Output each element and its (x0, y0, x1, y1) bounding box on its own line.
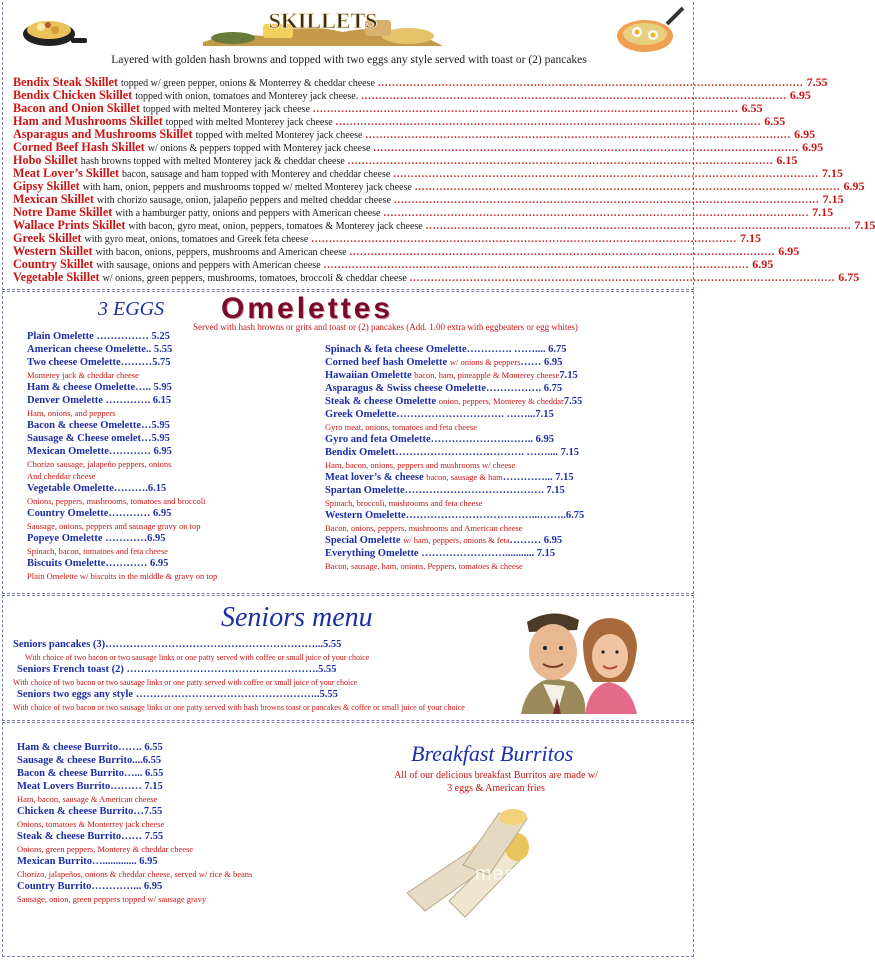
omelette-item-desc: Chorizo sausage, jalapeño peppers, onions (27, 459, 172, 469)
omelette-item-line: Western Omelette………………………………...……..6.75 (325, 510, 585, 521)
omelette-item (325, 484, 584, 497)
skillet-item-price: 7.15 (822, 192, 844, 206)
skillet-item-price: 6.95 (802, 140, 824, 154)
omelette-item-line: Vegetable Omelette……….6.15 (27, 483, 167, 494)
omelette-item-inline-desc: w/ onions & peppers (449, 357, 521, 367)
skillet-item (13, 270, 860, 284)
omelette-item (27, 394, 217, 407)
skillet-item-leader: ........................................................................................................................ (409, 273, 836, 284)
skillet-item-name: Bendix Steak Skillet (13, 75, 118, 89)
omelette-item (325, 395, 584, 408)
omelette-item-desc: Plain Omelette w/ biscuits in the middle & gravy on top (27, 571, 218, 581)
omelette-item-line: Greek Omelette…………………………. ……...7.15 (325, 409, 554, 420)
omelette-item-line: Bacon & cheese Omelette…5.95 (27, 420, 170, 431)
omelette-item (325, 446, 584, 459)
three-eggs-label: 3 EGGS (98, 298, 165, 320)
seniors-section (2, 595, 694, 721)
skillet-item-name: Mexican Skillet (13, 192, 94, 206)
skillet-item (13, 257, 774, 271)
omelette-item-line: Gyro and feta Omelette………………….…….. 6.95 (325, 434, 555, 445)
burritos-title: Breakfast Burritos (411, 741, 574, 766)
omelette-item-desc: Gyro meat, onions, tomatoes and feta cheese (325, 422, 478, 432)
skillet-dish-image (611, 4, 686, 56)
skillet-item-name: Corned Beef Hash Skillet (13, 140, 145, 154)
omelette-item-line: Asparagus & Swiss cheese Omelette……………. 6.75 (325, 383, 563, 394)
skillet-item-price: 6.55 (764, 114, 786, 128)
skillet-item-name: Asparagus and Mushrooms Skillet (13, 127, 193, 141)
skillet-item-name: Meat Lover’s Skillet (13, 166, 120, 180)
omelette-item (325, 369, 584, 382)
skillet-item-price: 7.15 (812, 205, 834, 219)
skillet-item-price: 6.95 (843, 179, 865, 193)
skillets-logo (193, 2, 453, 48)
omelette-item-line: Hawaiian Omelette (325, 370, 412, 381)
burritos-section (2, 722, 694, 957)
burrito-item: Steak & cheese Burrito…… 7.55 (17, 831, 164, 842)
omelette-item (325, 433, 584, 446)
skillet-item-price: 6.95 (789, 88, 811, 102)
burrito-item: Country Burrito…………... 6.95 (17, 881, 163, 892)
skillet-pan-image (13, 6, 88, 48)
skillet-item-name: Wallace Prints Skillet (13, 218, 126, 232)
omelette-item-line: Ham & cheese Omelette….. 5.95 (27, 382, 172, 393)
skillets-subtitle: Layered with golden hash browns and topped with two eggs any style served with toast or (2) pancakes (111, 54, 587, 66)
seniors-list (13, 638, 465, 713)
omelette-item-price: ……… 6.95 (509, 535, 563, 546)
omelette-item (27, 343, 217, 356)
omelette-item-line: Denver Omelette …………. 6.15 (27, 395, 172, 406)
skillet-item-desc: with sausage, onions and peppers with American cheese (96, 260, 321, 271)
skillet-item-name: Bacon and Onion Skillet (13, 101, 140, 115)
skillet-item-leader: ........................................................................................................................ (311, 234, 737, 245)
omelette-item-desc: Bacon, sausage, ham, onions, Peppers, tomatoes & cheese (325, 561, 523, 571)
skillet-item-leader: ........................................................................................................................ (323, 260, 750, 271)
omelette-item-desc: Ham, onions, and peppers (27, 408, 116, 418)
omelette-item-line: Country Omelette………… 6.95 (27, 508, 172, 519)
omelette-item (27, 381, 217, 394)
omelette-item-line: Spinach & feta cheese Omelette…………. …….... 6.75 (325, 344, 567, 355)
skillet-item-desc: with a hamburger patty, onions and peppers with American cheese (115, 208, 381, 219)
skillet-item-name: Hobo Skillet (13, 153, 78, 167)
omelette-item-price: …………... 7.15 (502, 472, 574, 483)
senior-couple-image (513, 602, 643, 714)
omelette-item-price: …… 6.95 (520, 357, 563, 368)
omelettes-right-column (325, 343, 584, 572)
skillet-item-name: Vegetable Skillet (13, 270, 100, 284)
skillet-item-price: 6.75 (838, 270, 860, 284)
skillet-item-leader: ........................................................................................................................ (373, 143, 800, 154)
omelette-item-line: Special Omelette (325, 535, 401, 546)
omelette-item-line: American cheese Omelette.. 5.55 (27, 344, 173, 355)
skillet-item-price: 7.55 (806, 75, 828, 89)
skillet-item (13, 192, 844, 206)
skillet-item-desc: with bacon, onions, peppers, mushrooms and American cheese (95, 247, 347, 258)
skillet-item-name: Notre Dame Skillet (13, 205, 113, 219)
omelette-item-inline-desc: onion, peppers, Monterey & cheddar (438, 396, 564, 406)
svg-text:SKILLETS: SKILLETS (268, 8, 378, 33)
burrito-item-desc: Ham, bacon, sausage & American cheese (17, 794, 158, 804)
omelette-item-line: Corned beef hash Omelette (325, 357, 448, 368)
skillet-item-leader: ........................................................................................................................ (383, 208, 810, 219)
burritos-subtitle-line-2: 3 eggs & American fries (447, 783, 545, 794)
omelette-item (325, 547, 584, 560)
omelette-item-desc: Ham, bacon, onions, peppers and mushrooms w/ cheese (325, 460, 516, 470)
skillet-item-leader: ........................................................................................................................ (377, 78, 804, 89)
burritos-subtitle (383, 769, 609, 795)
burrito-item: Chicken & cheese Burrito…7.55 (17, 806, 163, 817)
omelettes-title: Omelettes (221, 292, 394, 325)
skillet-item-name: Country Skillet (13, 257, 94, 271)
omelette-item-desc: Sausage, onions, peppers and sausage gravy on top (27, 521, 201, 531)
omelette-item-line: Popeye Omelette …………6.95 (27, 533, 166, 544)
skillet-item-leader: ........................................................................................................................ (365, 130, 792, 141)
menupix-watermark: menupix (475, 863, 558, 885)
omelette-item-line: Biscuits Omelette………… 6.95 (27, 558, 169, 569)
skillet-item-name: Greek Skillet (13, 231, 82, 245)
burritos-subtitle-line-1: All of our delicious breakfast Burritos are made w/ (394, 770, 598, 781)
omelette-item (27, 419, 217, 432)
skillet-item-leader: ........................................................................................................................ (349, 247, 776, 258)
skillet-item-desc: with ham, onion, peppers and mushrooms topped w/ melted Monterey jack cheese (82, 182, 412, 193)
burrito-item-desc: Onions, tomatoes & Monterrey jack cheese (17, 819, 165, 829)
omelette-item-line: Spartan Omelette…………………………………. 7.15 (325, 485, 565, 496)
seniors-item: Seniors French toast (2) ……………………………………………….5.55 (17, 664, 337, 675)
skillet-item (13, 218, 875, 232)
omelette-item-inline-desc: bacon, ham, pineapple & Monterey cheese (414, 370, 560, 380)
omelette-item-desc: Spinach, broccoli, mushrooms and feta cheese (325, 498, 483, 508)
omelette-item (27, 507, 217, 520)
burrito-item: Ham & cheese Burrito……. 6.55 (17, 742, 163, 753)
seniors-item-desc: With choice of two bacon or two sausage links or one patty served with coffee or small juice of your choice (25, 653, 370, 662)
omelette-item (27, 356, 217, 369)
skillets-list (13, 75, 875, 284)
burrito-item-desc: Sausage, onion, green peppers topped w/ sausage gravy (17, 894, 207, 904)
omelette-item (325, 509, 584, 522)
omelette-item (325, 343, 584, 356)
skillet-item-price: 6.95 (794, 127, 816, 141)
omelette-item (27, 330, 217, 343)
skillet-item-leader: ........................................................................................................................ (414, 182, 841, 193)
skillet-item-desc: topped with melted Monterey jack cheese (165, 117, 333, 128)
omelette-item-inline-desc: bacon, sausage & ham (426, 472, 503, 482)
omelette-item-desc: Spinach, bacon, tomatoes and feta cheese (27, 546, 168, 556)
omelette-item-line: Bendix Omelett………………………………. …….... 7.15 (325, 447, 580, 458)
seniors-title: Seniors menu (221, 602, 373, 633)
omelette-item (325, 356, 584, 369)
omelette-item-price: 7.55 (563, 396, 583, 407)
burrito-item: Mexican Burrito…............. 6.95 (17, 856, 158, 867)
skillet-item-price: 6.95 (752, 257, 774, 271)
burrito-item: Meat Lovers Burrito……… 7.15 (17, 781, 163, 792)
seniors-item-desc: With choice of two bacon or two sausage links or one patty served with coffee or small juice of your choice (13, 678, 358, 687)
omelettes-section (2, 291, 694, 594)
seniors-item-desc: With choice of two bacon or two sausage links or one patty served with hash browns toast or pancakes & coffee or small juice of your choice (13, 703, 465, 712)
omelette-item (27, 482, 217, 495)
burritos-list (17, 741, 252, 905)
omelette-item (27, 432, 217, 445)
skillet-item-leader: ........................................................................................................................ (425, 221, 852, 232)
omelette-item-desc: Monterey jack & cheddar cheese (27, 370, 139, 380)
skillet-item-desc: topped with melted Monterey jack cheese (195, 130, 363, 141)
skillet-item (13, 179, 865, 193)
burrito-item-desc: Onions, green peppers, Monterey & cheddar cheese (17, 844, 194, 854)
skillet-item-name: Bendix Chicken Skillet (13, 88, 133, 102)
skillet-item-price: 7.15 (739, 231, 761, 245)
omelette-item-price: 7.15 (559, 370, 578, 381)
skillet-item-desc: w/ onions & peppers topped with Monterey jack cheese (147, 143, 371, 154)
omelettes-subtitle: Served with hash browns or grits and toast or (2) pancakes (Add. 1.00 extra with eggbeaters or egg whites) (193, 322, 578, 332)
skillets-section (2, 2, 875, 290)
omelette-item-line: Mexican Omelette………… 6.95 (27, 446, 172, 457)
skillet-item (13, 244, 800, 258)
omelette-item-inline-desc: w/ ham, peppers, onions & feta (403, 535, 510, 545)
skillet-item-desc: topped with onion, tomatoes and Monterey jack cheese. (135, 91, 359, 102)
skillet-item (13, 231, 761, 245)
skillet-item (13, 166, 843, 180)
omelette-item-desc: Onions, peppers, mushrooms, tomatoes and broccoli (27, 496, 206, 506)
skillet-item-desc: topped w/ green pepper, onions & Monterrey & cheddar cheese (120, 78, 375, 89)
skillet-item-leader: ........................................................................................................................ (312, 104, 739, 115)
skillet-item-leader: ........................................................................................................................ (393, 195, 820, 206)
omelette-item-desc: And cheddar cheese (27, 471, 96, 481)
seniors-item: Seniors pancakes (3)……………………………………………………...5.55 (13, 639, 342, 650)
omelette-item (27, 445, 217, 458)
omelette-item-line: Everything Omelette ……………………........... 7.15 (325, 548, 556, 559)
skillet-item-leader: ........................................................................................................................ (335, 117, 762, 128)
omelettes-left-column (27, 330, 217, 582)
skillet-item-name: Ham and Mushrooms Skillet (13, 114, 163, 128)
skillet-item-desc: hash browns topped with melted Monterey jack & cheddar cheese (80, 156, 345, 167)
burrito-item: Sausage & cheese Burrito....6.55 (17, 755, 162, 766)
omelette-item (325, 471, 584, 484)
skillet-item-price: 6.15 (776, 153, 798, 167)
skillet-item-name: Gipsy Skillet (13, 179, 80, 193)
skillet-item (13, 140, 824, 154)
skillet-item-desc: with chorizo sausage, onion, jalapeño peppers and melted cheddar cheese (96, 195, 391, 206)
seniors-item: Seniors two eggs any style ……………………………………………..5.55 (17, 689, 338, 700)
skillet-item-desc: topped with melted Monterey jack cheese (143, 104, 310, 115)
omelette-item (325, 408, 584, 421)
skillet-item-leader: ........................................................................................................................ (361, 91, 787, 102)
omelette-item-line: Two cheese Omelette………5.75 (27, 357, 171, 368)
burrito-item: Bacon & cheese Burrito…... 6.55 (17, 768, 164, 779)
omelette-item (325, 382, 584, 395)
omelette-item-desc: Bacon, onions, peppers, mushrooms and American cheese (325, 523, 523, 533)
omelette-item (27, 557, 217, 570)
skillet-item-price: 7.15 (821, 166, 843, 180)
omelette-item (325, 534, 584, 547)
skillet-item-price: 6.95 (778, 244, 800, 258)
burrito-item-desc: Chorizo, jalapeños, onions & cheddar cheese, served w/ rice & beans (17, 869, 253, 879)
omelette-item-line: Plain Omelette …………… 5.25 (27, 331, 170, 342)
omelette-item-line: Meat lover’s & cheese (325, 472, 424, 483)
skillet-item-leader: ........................................................................................................................ (347, 156, 774, 167)
skillet-item-desc: w/ onions, green peppers, mushrooms, tomatoes, broccoli & cheddar cheese (102, 273, 407, 284)
omelette-item-line: Steak & cheese Omelette (325, 396, 437, 407)
skillet-item-desc: bacon, sausage and ham topped with Monterey and cheddar cheese (122, 169, 391, 180)
skillet-item-desc: with bacon, gyro meat, onion, peppers, tomatoes & Monterey jack cheese (128, 221, 423, 232)
skillet-item-desc: with gyro meat, onions, tomatoes and Greek feta cheese (84, 234, 309, 245)
skillet-item-name: Western Skillet (13, 244, 93, 258)
skillet-item-price: 7.15 (854, 218, 875, 232)
skillet-item-leader: ........................................................................................................................ (393, 169, 819, 180)
omelette-item (27, 532, 217, 545)
skillet-item-price: 6.55 (741, 101, 763, 115)
omelette-item-line: Sausage & Cheese omelet…5.95 (27, 433, 170, 444)
